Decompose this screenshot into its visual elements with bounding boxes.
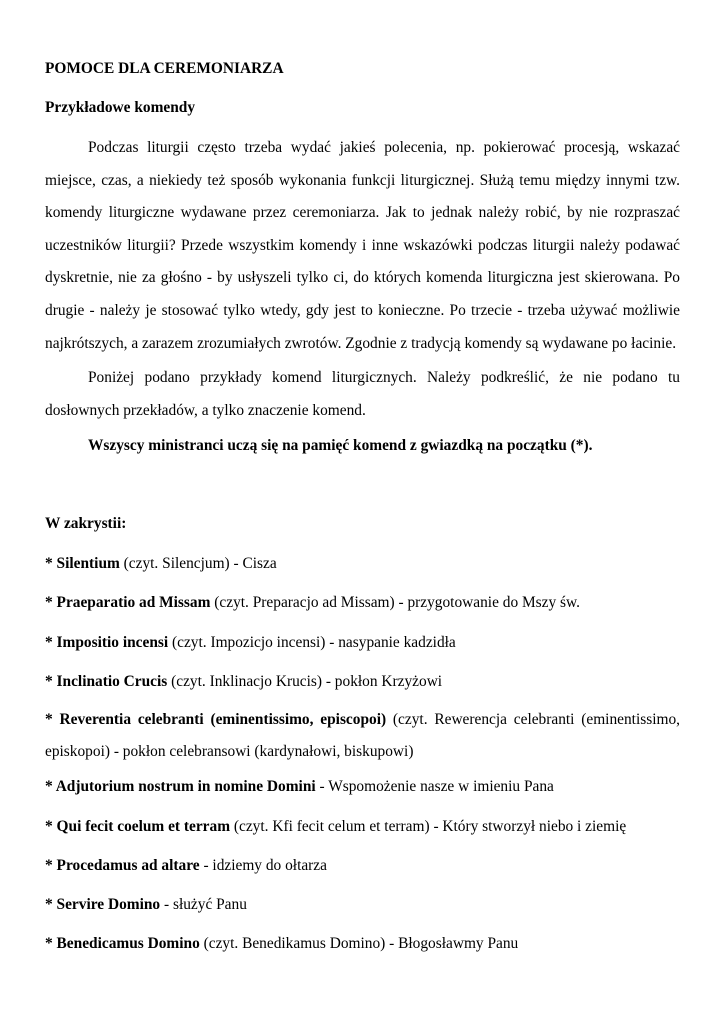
command-translation: (czyt. Impozicjo incensi) - nasypanie kadzidła bbox=[168, 634, 456, 651]
command-latin: * Impositio incensi bbox=[45, 634, 169, 651]
command-item bbox=[45, 587, 680, 619]
command-translation: - Wspomożenie nasze w imieniu Pana bbox=[315, 778, 554, 795]
command-item bbox=[45, 704, 680, 768]
command-translation: (czyt. Rewerencja celebranti (eminentissimo, episkopoi) - pokłon celebransowi (kardynałowi, biskupowi) bbox=[45, 711, 681, 760]
command-item bbox=[45, 889, 680, 921]
command-latin: * Procedamus ad altare bbox=[45, 857, 200, 874]
command-item bbox=[45, 928, 680, 960]
command-translation: (czyt. Kfi fecit celum et terram) - Który stworzył niebo i ziemię bbox=[230, 818, 627, 835]
examples-paragraph: Poniżej podano przykłady komend liturgicznych. Należy podkreślić, że nie podano tu dosłownych przekładów, a tylko znaczenie komend. bbox=[45, 369, 680, 419]
command-translation: - idziemy do ołtarza bbox=[199, 857, 327, 874]
command-item bbox=[45, 548, 680, 580]
command-latin: * Qui fecit coelum et terram bbox=[45, 818, 231, 835]
command-item bbox=[45, 627, 680, 659]
memorize-note: Wszyscy ministranci uczą się na pamięć komend z gwiazdką na początku (*). bbox=[88, 437, 593, 454]
command-latin: * Reverentia celebranti (eminentissimo, episcopoi) bbox=[45, 711, 387, 728]
command-translation: (czyt. Inklinacjo Krucis) - pokłon Krzyżowi bbox=[167, 673, 443, 690]
command-item bbox=[45, 811, 680, 843]
command-latin: * Inclinatio Crucis bbox=[45, 673, 168, 690]
command-latin: * Silentium bbox=[45, 555, 120, 572]
command-translation: - służyć Panu bbox=[160, 896, 247, 913]
command-item bbox=[45, 666, 680, 698]
command-translation: (czyt. Benedikamus Domino) - Błogosławmy Panu bbox=[199, 935, 519, 952]
command-translation: (czyt. Preparacjo ad Missam) - przygotowanie do Mszy św. bbox=[210, 594, 580, 611]
command-item bbox=[45, 771, 680, 803]
command-latin: * Adjutorium nostrum in nomine Domini bbox=[45, 778, 316, 795]
command-item bbox=[45, 850, 680, 882]
command-translation: (czyt. Silencjum) - Cisza bbox=[119, 555, 277, 572]
section-title-sacristy: W zakrystii: bbox=[45, 515, 127, 532]
command-latin: * Benedicamus Domino bbox=[45, 935, 200, 952]
document-title: POMOCE DLA CEREMONIARZA bbox=[45, 60, 284, 77]
command-latin: * Servire Domino bbox=[45, 896, 161, 913]
command-latin: * Praeparatio ad Missam bbox=[45, 594, 211, 611]
document-subtitle: Przykładowe komendy bbox=[45, 99, 196, 116]
intro-paragraph: Podczas liturgii często trzeba wydać jakieś polecenia, np. pokierować procesją, wskazać miejsce, czas, a niekiedy też sposób wykonania funkcji liturgicznej. Służą temu między innymi tzw. komendy liturgiczne wydawane przez ceremoniarza. Jak to jednak należy robić, by nie rozpraszać uczestników liturgii? Przede wszystkim komendy i inne wskazówki podczas liturgii należy podawać dyskretnie, nie za głośno - by usłyszeli tylko ci, do których komenda liturgiczna jest skierowana. Po drugie - należy je stosować tylko wtedy, gdy jest to konieczne. Po trzecie - trzeba używać możliwie najkrótszych, a zarazem zrozumiałych zwrotów. Zgodnie z tradycją komendy są wydawane po łacinie. bbox=[45, 139, 680, 352]
